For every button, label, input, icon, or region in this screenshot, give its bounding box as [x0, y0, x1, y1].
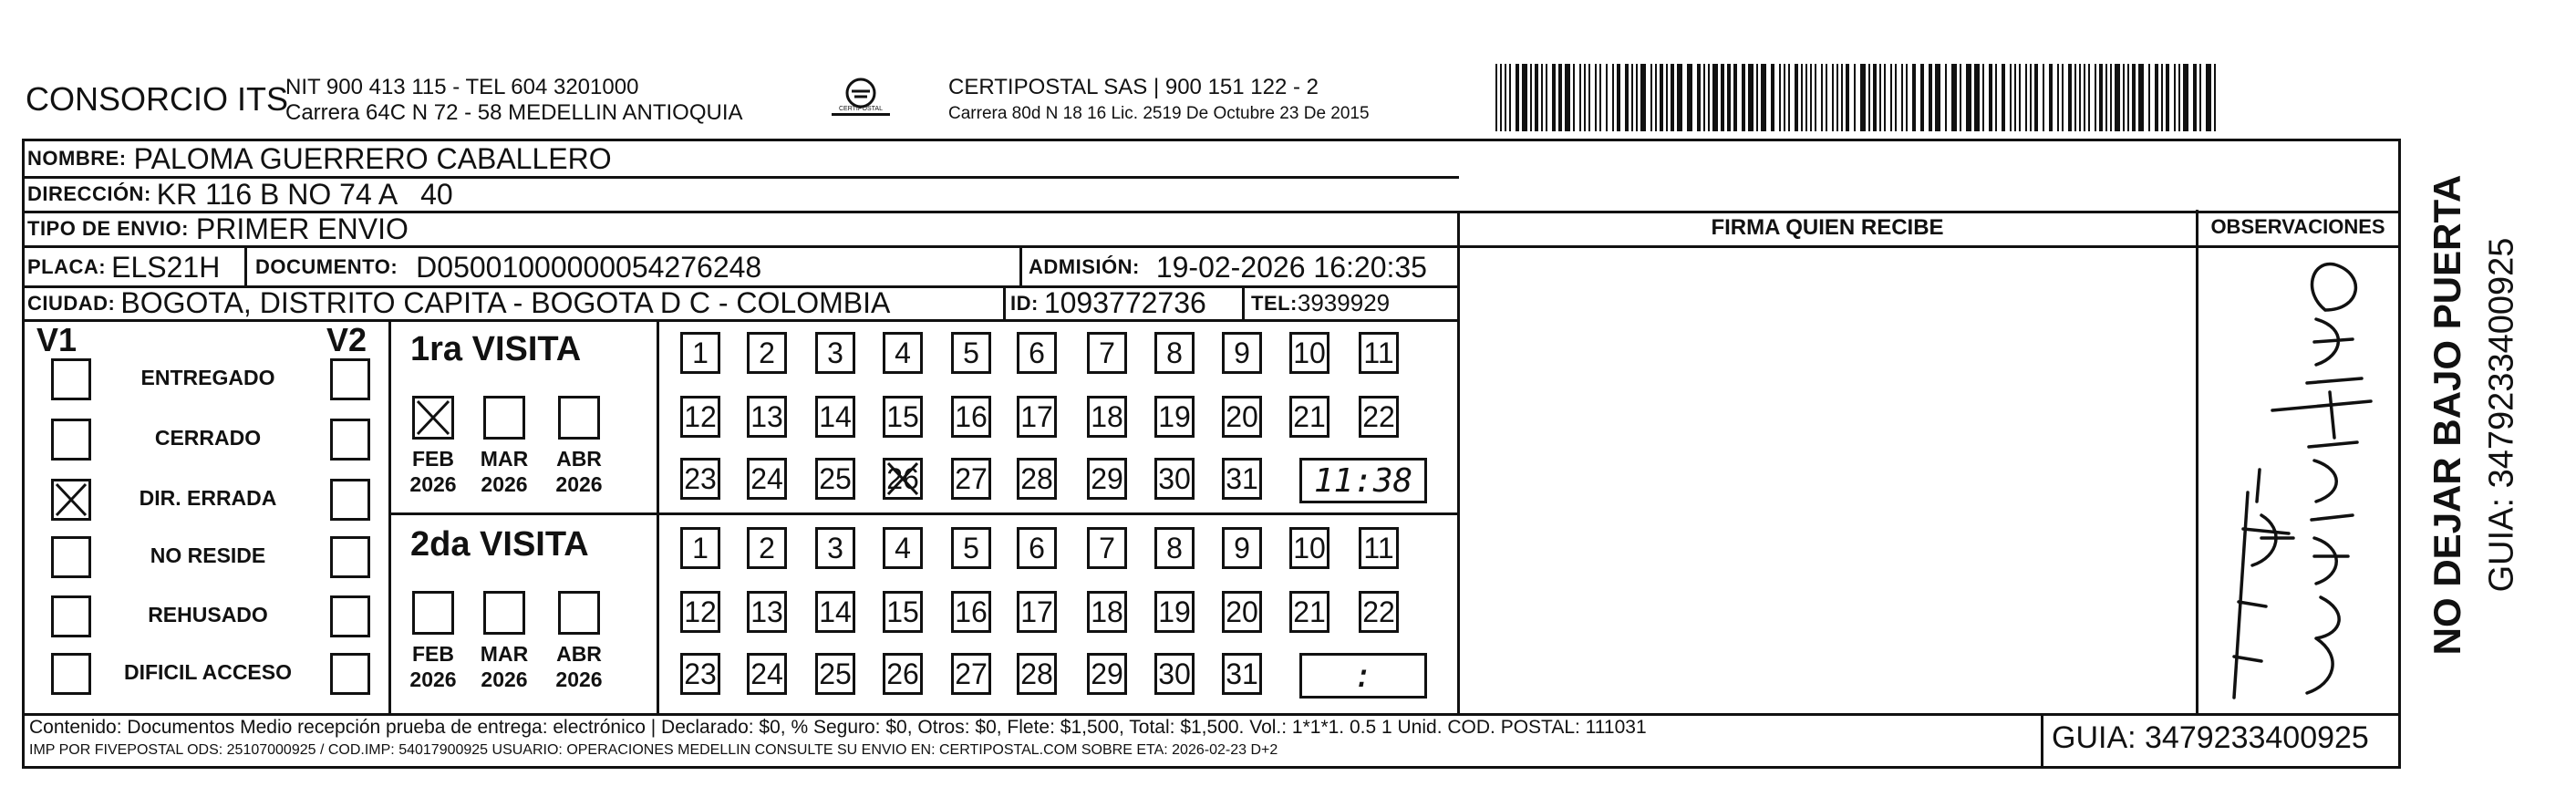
- nombre-value: PALOMA GUERRERO CABALLERO: [133, 141, 612, 175]
- month-checkbox-0-0[interactable]: [412, 396, 454, 440]
- observaciones-label: OBSERVACIONES: [2210, 215, 2385, 238]
- id-label: ID:: [1010, 291, 1039, 315]
- time-field-1[interactable]: :: [1299, 653, 1427, 699]
- month-checkbox-1-2[interactable]: [558, 591, 600, 635]
- certipostal-logo: [828, 73, 894, 128]
- day-cell[interactable]: 12: [680, 396, 720, 438]
- month-year-1-2: 2026: [555, 668, 603, 691]
- day-cell[interactable]: 10: [1289, 527, 1329, 569]
- footer-content: Contenido: Documentos Medio recepción prueba de entrega: electrónico | Declarado: $0, % Seguro: $0, Otros: $0, Flete: $1,500, Total: $1,500. Vol.: 1*1*1. 0.5 1 Unid. COD. POSTAL: 111031: [29, 717, 1647, 738]
- side-guia: GUIA: 3479233400925: [2482, 237, 2521, 593]
- day-cell[interactable]: 19: [1154, 591, 1195, 633]
- direccion-label: DIRECCIÓN:: [27, 182, 151, 205]
- id-value: 1093772736: [1043, 286, 1206, 319]
- tipo-row: [27, 212, 409, 245]
- company-name: CONSORCIO ITS: [26, 80, 289, 118]
- day-cell[interactable]: 9: [1222, 332, 1262, 374]
- v1-checkbox-2[interactable]: [51, 479, 91, 521]
- day-cell[interactable]: 5: [951, 332, 991, 374]
- day-cell[interactable]: 26: [883, 458, 923, 500]
- day-cell[interactable]: 10: [1289, 332, 1329, 374]
- month-year-1-0: 2026: [409, 668, 457, 691]
- day-cell[interactable]: 15: [883, 396, 923, 438]
- side-text: [2411, 146, 2539, 684]
- day-cell[interactable]: 18: [1087, 591, 1127, 633]
- day-cell[interactable]: 2: [747, 332, 787, 374]
- status-label-3: NO RESIDE: [150, 543, 266, 567]
- day-cross-mark: [885, 461, 920, 497]
- v2-checkbox-1[interactable]: [330, 419, 370, 461]
- ciudad-row: [27, 287, 890, 319]
- placa-value: ELS21H: [111, 250, 221, 284]
- month-label-1-0: FEB: [412, 642, 454, 666]
- day-cell[interactable]: 12: [680, 591, 720, 633]
- day-cell[interactable]: 6: [1017, 527, 1057, 569]
- admision-row: [1029, 249, 1427, 285]
- no-dejar-warning: NO DEJAR BAJO PUERTA: [2426, 174, 2468, 656]
- month-label-0-0: FEB: [412, 447, 454, 471]
- day-cell[interactable]: 2: [747, 527, 787, 569]
- footer-guia: GUIA: 3479233400925: [2052, 720, 2369, 755]
- status-label-1: CERRADO: [154, 426, 262, 450]
- day-cell[interactable]: 21: [1289, 591, 1329, 633]
- day-cell[interactable]: 21: [1289, 396, 1329, 438]
- status-label-2: DIR. ERRADA: [139, 486, 277, 510]
- v1-checkbox-1[interactable]: [51, 419, 91, 461]
- status-label-0: ENTREGADO: [140, 366, 275, 389]
- time-field-0[interactable]: 11:38: [1299, 458, 1427, 503]
- day-cell[interactable]: 29: [1087, 458, 1127, 500]
- day-cell[interactable]: 6: [1017, 332, 1057, 374]
- day-cell[interactable]: 13: [747, 591, 787, 633]
- day-cell[interactable]: 20: [1222, 396, 1262, 438]
- ciudad-label: CIUDAD:: [27, 291, 116, 315]
- day-cell[interactable]: 20: [1222, 591, 1262, 633]
- v2-checkbox-0[interactable]: [330, 358, 370, 400]
- day-cell[interactable]: 14: [815, 591, 855, 633]
- day-cell[interactable]: 23: [680, 458, 720, 500]
- month-label-1-2: ABR: [556, 642, 602, 666]
- placa-label: PLACA:: [27, 255, 107, 278]
- day-cell[interactable]: 8: [1154, 332, 1195, 374]
- day-cell[interactable]: 19: [1154, 396, 1195, 438]
- status-label-5: DIFICIL ACCESO: [123, 660, 292, 684]
- day-cell[interactable]: 22: [1359, 591, 1399, 633]
- v1-checkbox-4[interactable]: [51, 595, 91, 637]
- day-cell[interactable]: 7: [1087, 332, 1127, 374]
- direccion-value: KR 116 B NO 74 A 40: [156, 177, 453, 211]
- day-cell[interactable]: 31: [1222, 653, 1262, 695]
- documento-value: D05001000000054276248: [416, 250, 762, 284]
- v2-checkbox-4[interactable]: [330, 595, 370, 637]
- day-cell[interactable]: 28: [1017, 653, 1057, 695]
- company-nit: NIT 900 413 115 - TEL 604 3201000: [285, 75, 639, 99]
- day-cell[interactable]: 25: [815, 458, 855, 500]
- day-cell[interactable]: 4: [883, 332, 923, 374]
- month-checkbox-1-0[interactable]: [412, 591, 454, 635]
- day-cell[interactable]: 16: [951, 396, 991, 438]
- tel-row: [1251, 287, 1390, 319]
- month-checkbox-0-1[interactable]: [483, 396, 525, 440]
- direccion-row: [27, 178, 453, 211]
- ciudad-value: BOGOTA, DISTRITO CAPITA - BOGOTA D C - COLOMBIA: [120, 286, 891, 319]
- day-cell[interactable]: 27: [951, 653, 991, 695]
- logo-text: CERTIPOSTAL: [839, 106, 883, 112]
- day-cell[interactable]: 22: [1359, 396, 1399, 438]
- day-cell[interactable]: 23: [680, 653, 720, 695]
- tipo-label: TIPO DE ENVIO:: [27, 217, 189, 240]
- nombre-row: [27, 141, 612, 176]
- day-cell[interactable]: 3: [815, 527, 855, 569]
- day-cell[interactable]: 1: [680, 527, 720, 569]
- observation-handwriting: [2207, 255, 2389, 707]
- visit-title-1: 2da VISITA: [410, 525, 589, 564]
- month-year-0-1: 2026: [481, 472, 528, 496]
- v1-header: V1: [36, 321, 78, 358]
- tel-label: TEL:: [1251, 291, 1298, 315]
- footer-imp: IMP POR FIVEPOSTAL ODS: 25107000925 / COD.IMP: 54017900925 USUARIO: OPERACIONES MEDELLIN CONSULTE SU ENVIO EN: CERTIPOSTAL.COM SOBRE ETA: 2026-02-23 D+2: [29, 742, 1278, 758]
- month-year-0-2: 2026: [555, 472, 603, 496]
- nombre-label: NOMBRE:: [27, 147, 127, 170]
- tipo-value: PRIMER ENVIO: [195, 212, 409, 245]
- month-checkbox-1-1[interactable]: [483, 591, 525, 635]
- month-checkbox-0-2[interactable]: [558, 396, 600, 440]
- admision-value: 19-02-2026 16:20:35: [1155, 250, 1427, 284]
- visit-title-0: 1ra VISITA: [410, 330, 582, 368]
- status-label-4: REHUSADO: [148, 603, 268, 626]
- carrier-address: Carrera 80d N 18 16 Lic. 2519 De Octubre 23 De 2015: [948, 104, 1370, 123]
- documento-row: [255, 249, 761, 285]
- day-cell[interactable]: 30: [1154, 653, 1195, 695]
- v2-header: V2: [326, 321, 367, 358]
- day-cell[interactable]: 31: [1222, 458, 1262, 500]
- v1-checkbox-3[interactable]: [51, 536, 91, 578]
- firma-label: FIRMA QUIEN RECIBE: [1711, 215, 1944, 240]
- company-address: Carrera 64C N 72 - 58 MEDELLIN ANTIOQUIA: [285, 100, 743, 125]
- month-label-0-1: MAR: [480, 447, 529, 471]
- carrier-name: CERTIPOSTAL SAS | 900 151 122 - 2: [948, 75, 1319, 99]
- v1-checkbox-5[interactable]: [51, 653, 91, 695]
- day-cell[interactable]: 28: [1017, 458, 1057, 500]
- tel-value: 3939929: [1297, 289, 1391, 316]
- v1-checkbox-0[interactable]: [51, 358, 91, 400]
- day-cell[interactable]: 27: [951, 458, 991, 500]
- day-cell[interactable]: 24: [747, 458, 787, 500]
- day-cell[interactable]: 5: [951, 527, 991, 569]
- admision-label: ADMISIÓN:: [1029, 255, 1140, 278]
- signature-area[interactable]: [1461, 248, 2194, 711]
- day-cell[interactable]: 18: [1087, 396, 1127, 438]
- day-cell[interactable]: 26: [883, 653, 923, 695]
- month-year-0-0: 2026: [409, 472, 457, 496]
- day-cell[interactable]: 14: [815, 396, 855, 438]
- day-cell[interactable]: 9: [1222, 527, 1262, 569]
- v2-checkbox-5[interactable]: [330, 653, 370, 695]
- day-cell[interactable]: 30: [1154, 458, 1195, 500]
- v2-checkbox-2[interactable]: [330, 479, 370, 521]
- documento-label: DOCUMENTO:: [255, 255, 398, 278]
- v2-checkbox-3[interactable]: [330, 536, 370, 578]
- day-cell[interactable]: 11: [1359, 332, 1399, 374]
- placa-row: [27, 249, 220, 285]
- day-cell[interactable]: 4: [883, 527, 923, 569]
- day-cell[interactable]: 11: [1359, 527, 1399, 569]
- day-cell[interactable]: 8: [1154, 527, 1195, 569]
- id-row: [1010, 287, 1206, 319]
- day-cell[interactable]: 29: [1087, 653, 1127, 695]
- day-cell[interactable]: 3: [815, 332, 855, 374]
- day-cell[interactable]: 13: [747, 396, 787, 438]
- month-label-1-1: MAR: [480, 642, 529, 666]
- day-cell[interactable]: 17: [1017, 591, 1057, 633]
- day-cell[interactable]: 15: [883, 591, 923, 633]
- day-cell[interactable]: 7: [1087, 527, 1127, 569]
- day-cell[interactable]: 16: [951, 591, 991, 633]
- month-label-0-2: ABR: [556, 447, 602, 471]
- barcode: [1495, 64, 2223, 131]
- day-cell[interactable]: 17: [1017, 396, 1057, 438]
- month-year-1-1: 2026: [481, 668, 528, 691]
- day-cell[interactable]: 1: [680, 332, 720, 374]
- day-cell[interactable]: 24: [747, 653, 787, 695]
- day-cell[interactable]: 25: [815, 653, 855, 695]
